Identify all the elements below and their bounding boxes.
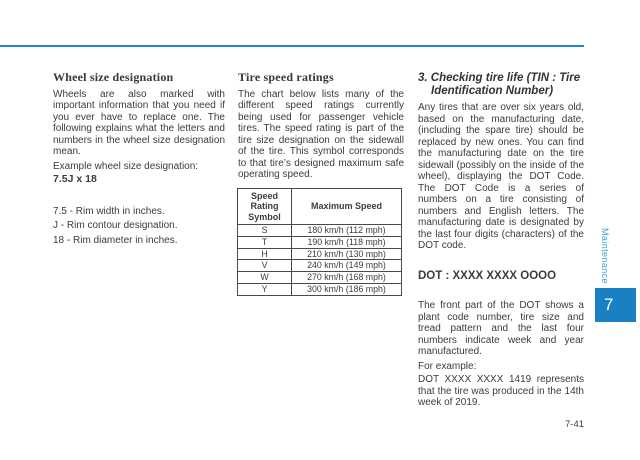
- for-example-label: For example:: [418, 360, 477, 372]
- list-item: 18 - Rim diameter in inches.: [53, 234, 178, 246]
- wheel-size-example-label: Example wheel size designation:: [53, 160, 199, 172]
- speed-ratings-paragraph: The chart below lists many of the different speed ratings currently being used for passenger vehicle tires. The speed rating is part of the tire size designation on the sidewall of the tire. This symbol corresponds to that tire’s designed maximum safe operating speed.: [238, 88, 404, 180]
- column-header-symbol: Speed Rating Symbol: [238, 188, 292, 225]
- list-item: J - Rim contour designation.: [53, 220, 178, 231]
- speed-rating-table: [237, 188, 402, 296]
- list-item: 7.5 - Rim width in inches.: [53, 205, 165, 217]
- table-row: S 180 km/h (112 mph): [238, 225, 402, 237]
- table-row: H 210 km/h (130 mph): [238, 248, 402, 260]
- dot-code-line: DOT : XXXX XXXX OOOO: [418, 269, 557, 282]
- page-number: 7-41: [565, 419, 585, 430]
- chapter-number: 7: [604, 295, 614, 314]
- header-rule: [0, 45, 584, 47]
- table-row: T 190 km/h (118 mph): [238, 236, 402, 248]
- table-row: V 240 km/h (149 mph): [238, 260, 402, 272]
- rim-designation-list: [53, 205, 225, 249]
- dot-example-paragraph: DOT XXXX XXXX 1419 represents that the tire was produced in the 14th week of 2019.: [418, 374, 584, 408]
- section-heading-speed-ratings: Tire speed ratings: [238, 70, 334, 84]
- column-tire-speed-ratings: [238, 72, 404, 296]
- chapter-number-badge: [595, 288, 636, 322]
- table-row: W 270 km/h (168 mph): [238, 272, 402, 284]
- tire-life-paragraph: Any tires that are over six years old, based on the manufacturing date, (including the spare tire) should be replaced by new ones. You can find the manufacturing date on the tire sidewall (possibly on the inside of the wheel), displaying the DOT Code. The DOT Code is a series of numbers on a tire consisting of numbers and English letters. The manufacturing date is designated by the last four digits (characters) of the DOT code.: [418, 102, 584, 251]
- wheel-size-example-value: 7.5J x 18: [53, 173, 97, 185]
- dot-front-part-paragraph: The front part of the DOT shows a plant code number, tire size and tread pattern and the last four numbers indicate week and year manufactured.: [418, 300, 584, 357]
- chapter-tab-label: Maintenance: [600, 228, 610, 284]
- column-wheel-size-designation: [53, 72, 225, 248]
- column-header-max-speed: Maximum Speed: [292, 188, 402, 225]
- section-heading-wheel-size: Wheel size designation: [53, 70, 174, 84]
- section-heading-tire-life: 3. Checking tire life (TIN : Tire Identification Number): [418, 72, 581, 97]
- wheel-size-paragraph: Wheels are also marked with important information that you need if you ever have to replace one. The following explains what the letters and numbers in the wheel size designation mean.: [53, 88, 225, 157]
- table-header-row: [238, 188, 402, 225]
- table-row: Y 300 km/h (186 mph): [238, 283, 402, 295]
- column-checking-tire-life: [418, 72, 584, 409]
